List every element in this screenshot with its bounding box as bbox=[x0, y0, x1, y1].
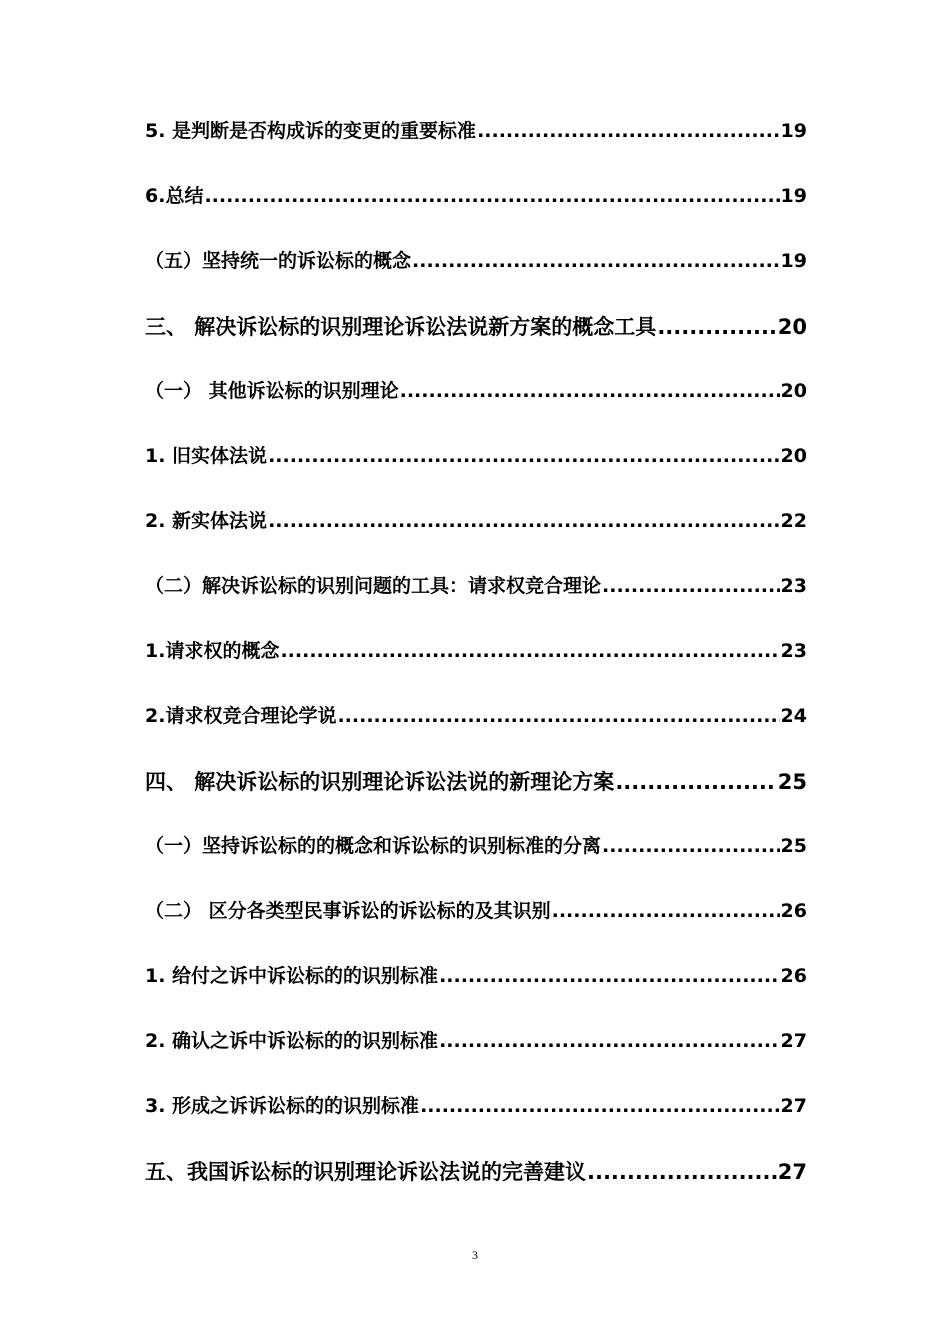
toc-entry[interactable] bbox=[145, 376, 807, 441]
toc-entry[interactable] bbox=[145, 571, 807, 636]
toc-entry-title: 2. 确认之诉中诉讼标的的识别标准 bbox=[145, 1030, 439, 1052]
toc-entry-page: 27 bbox=[780, 1095, 807, 1117]
toc-entry-title: 2. 新实体法说 bbox=[145, 510, 268, 532]
dot-leader bbox=[477, 120, 779, 142]
page-number: 3 bbox=[472, 1248, 478, 1262]
dot-leader bbox=[552, 900, 780, 922]
toc-entry-title: 1. 给付之诉中诉讼标的的识别标准 bbox=[145, 965, 439, 987]
toc-entry-page: 26 bbox=[780, 900, 807, 922]
toc-entry-page: 25 bbox=[777, 770, 807, 794]
toc-entry-title: 三、 解决诉讼标的识别理论诉讼法说新方案的概念工具 bbox=[145, 315, 657, 339]
dot-leader bbox=[615, 770, 776, 794]
toc-entry-page: 25 bbox=[780, 835, 807, 857]
toc-entry-title: 5. 是判断是否构成诉的变更的重要标准 bbox=[145, 120, 477, 142]
dot-leader bbox=[439, 1030, 779, 1052]
toc-entry[interactable] bbox=[145, 636, 807, 701]
toc-entry[interactable] bbox=[145, 246, 807, 311]
dot-leader bbox=[337, 705, 779, 727]
toc-entry[interactable] bbox=[145, 311, 807, 376]
toc-entry[interactable] bbox=[145, 896, 807, 961]
toc-entry-title: 四、 解决诉讼标的识别理论诉讼法说的新理论方案 bbox=[145, 770, 615, 794]
dot-leader bbox=[268, 510, 779, 532]
toc-entry-page: 26 bbox=[780, 965, 807, 987]
dot-leader bbox=[657, 315, 776, 339]
toc-entry[interactable] bbox=[145, 506, 807, 571]
toc-entry-title: 2.请求权竞合理论学说 bbox=[145, 705, 337, 727]
dot-leader bbox=[280, 640, 779, 662]
toc-entry-page: 20 bbox=[777, 315, 807, 339]
dot-leader bbox=[268, 445, 779, 467]
toc-entry-page: 22 bbox=[780, 510, 807, 532]
toc-entry[interactable] bbox=[145, 1156, 807, 1221]
toc-entry-page: 23 bbox=[780, 575, 807, 597]
dot-leader bbox=[439, 965, 779, 987]
toc-entry-title: （一）坚持诉讼标的的概念和诉讼标的识别标准的分离 bbox=[145, 835, 602, 857]
toc-entry-page: 27 bbox=[777, 1160, 807, 1184]
toc-entry-title: （五）坚持统一的诉讼标的概念 bbox=[145, 250, 412, 272]
toc-entry-title: 五、我国诉讼标的识别理论诉讼法说的完善建议 bbox=[145, 1160, 586, 1184]
toc-entry-page: 20 bbox=[780, 445, 807, 467]
dot-leader bbox=[412, 250, 780, 272]
toc-entry[interactable] bbox=[145, 766, 807, 831]
toc-entry[interactable] bbox=[145, 1091, 807, 1156]
toc-entry-title: 3. 形成之诉诉讼标的的识别标准 bbox=[145, 1095, 420, 1117]
dot-leader bbox=[204, 185, 779, 207]
toc-entry-title: （二） 区分各类型民事诉讼的诉讼标的及其识别 bbox=[145, 900, 551, 922]
toc-entry[interactable] bbox=[145, 831, 807, 896]
toc-entry[interactable] bbox=[145, 701, 807, 766]
toc-entry-page: 19 bbox=[780, 250, 807, 272]
toc-entry-page: 19 bbox=[780, 120, 807, 142]
toc-entry-page: 27 bbox=[780, 1030, 807, 1052]
dot-leader bbox=[602, 575, 780, 597]
toc-entry[interactable] bbox=[145, 181, 807, 246]
dot-leader bbox=[602, 835, 780, 857]
toc-entry-page: 20 bbox=[780, 380, 807, 402]
toc-entry-page: 19 bbox=[780, 185, 807, 207]
toc-entry-title: （一） 其他诉讼标的识别理论 bbox=[145, 380, 399, 402]
toc-entry-title: 1. 旧实体法说 bbox=[145, 445, 268, 467]
toc-entry[interactable] bbox=[145, 441, 807, 506]
toc-entry-page: 23 bbox=[780, 640, 807, 662]
dot-leader bbox=[587, 1160, 777, 1184]
dot-leader bbox=[420, 1095, 779, 1117]
table-of-contents bbox=[145, 116, 807, 1221]
toc-entry-page: 24 bbox=[780, 705, 807, 727]
toc-entry-title: （二）解决诉讼标的识别问题的工具：请求权竞合理论 bbox=[145, 575, 602, 597]
dot-leader bbox=[400, 380, 780, 402]
toc-entry[interactable] bbox=[145, 1026, 807, 1091]
toc-entry-title: 6.总结 bbox=[145, 185, 204, 207]
toc-entry[interactable] bbox=[145, 961, 807, 1026]
toc-entry[interactable] bbox=[145, 116, 807, 181]
toc-entry-title: 1.请求权的概念 bbox=[145, 640, 280, 662]
